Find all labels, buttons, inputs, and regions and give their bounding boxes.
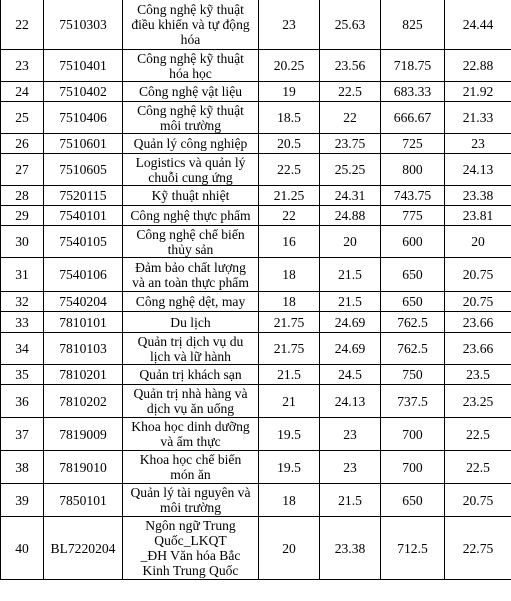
cell-converted-score: 23.81: [445, 206, 511, 226]
cell-major-name: [123, 451, 259, 484]
cell-min-score: 19: [259, 82, 320, 102]
table-row: [1, 312, 511, 333]
table-row: [1, 226, 511, 258]
cell-converted-score: 21.33: [445, 102, 511, 134]
cell-avg-score: 23: [320, 418, 381, 451]
cell-quota: 743.75: [381, 186, 445, 206]
major-name-line: Công nghệ kỹ thuật: [137, 50, 244, 66]
cell-avg-score: 21.5: [320, 258, 381, 292]
cell-quota: 762.5: [381, 333, 445, 365]
cell-min-score: 21.75: [259, 333, 320, 365]
cell-stt: 32: [1, 292, 44, 312]
major-name-line: Đảm bảo chất lượng: [135, 259, 246, 275]
cell-min-score: 20: [259, 517, 320, 580]
cell-quota: 683.33: [381, 82, 445, 102]
cell-converted-score: 22.88: [445, 50, 511, 82]
cell-avg-score: 23: [320, 451, 381, 484]
table-row: [1, 102, 511, 134]
cell-major-code: 7540106: [44, 258, 123, 292]
table-row: [1, 292, 511, 312]
cell-converted-score: 21.92: [445, 82, 511, 102]
cell-major-name: [123, 418, 259, 451]
cell-major-name: [123, 333, 259, 365]
cell-major-code: 7819009: [44, 418, 123, 451]
cell-major-name: [123, 134, 259, 154]
cell-min-score: 18.5: [259, 102, 320, 134]
cell-avg-score: 21.5: [320, 292, 381, 312]
cell-major-name: [123, 102, 259, 134]
cell-stt: 24: [1, 82, 44, 102]
cell-converted-score: 23.25: [445, 385, 511, 418]
cell-major-code: 7540204: [44, 292, 123, 312]
cell-major-code: 7810201: [44, 365, 123, 385]
major-name-line: Logistics và quản lý: [135, 154, 246, 170]
cell-min-score: 18: [259, 484, 320, 517]
cell-stt: 36: [1, 385, 44, 418]
cell-converted-score: 22.75: [445, 517, 511, 580]
cell-quota: 800: [381, 154, 445, 186]
table-row: [1, 186, 511, 206]
cell-major-code: 7510601: [44, 134, 123, 154]
cell-min-score: 21: [259, 385, 320, 418]
cell-converted-score: 24.13: [445, 154, 511, 186]
cell-avg-score: 24.31: [320, 186, 381, 206]
cell-major-code: 7819010: [44, 451, 123, 484]
cell-major-name: [123, 385, 259, 418]
cell-stt: 38: [1, 451, 44, 484]
cell-avg-score: 23.75: [320, 134, 381, 154]
cell-major-code: 7810101: [44, 312, 123, 333]
cell-min-score: 22.5: [259, 154, 320, 186]
table-row: [1, 154, 511, 186]
cell-stt: 33: [1, 312, 44, 333]
major-name-line: Khoa học chế biến: [139, 452, 242, 467]
cell-stt: 35: [1, 365, 44, 385]
cell-converted-score: 20.75: [445, 484, 511, 517]
cell-quota: 650: [381, 484, 445, 517]
cell-converted-score: 22.5: [445, 418, 511, 451]
cell-converted-score: 23.66: [445, 333, 511, 365]
table-row: [1, 385, 511, 418]
table-row: [1, 206, 511, 226]
cell-quota: 718.75: [381, 50, 445, 82]
table-row: [1, 50, 511, 82]
cell-major-name: [123, 82, 259, 102]
cell-min-score: 21.25: [259, 186, 320, 206]
cell-major-code: 7850101: [44, 484, 123, 517]
major-name-line: chuỗi cung ứng: [148, 169, 233, 185]
cell-stt: 37: [1, 418, 44, 451]
major-name-line: Công nghệ thực phẩm: [130, 208, 251, 223]
cell-major-code: 7510401: [44, 50, 123, 82]
major-name-line: món ăn: [170, 467, 211, 482]
cell-converted-score: 23.38: [445, 186, 511, 206]
table-body: [1, 0, 511, 580]
table-row: [1, 0, 511, 50]
cell-major-name: [123, 50, 259, 82]
cell-converted-score: 20.75: [445, 258, 511, 292]
cell-quota: 650: [381, 258, 445, 292]
cell-quota: 700: [381, 418, 445, 451]
cell-converted-score: 23.5: [445, 365, 511, 385]
cell-min-score: 18: [259, 292, 320, 312]
cell-quota: 775: [381, 206, 445, 226]
cell-quota: 750: [381, 365, 445, 385]
major-name-line: Ngôn ngữ Trung: [145, 518, 236, 533]
table-row: [1, 82, 511, 102]
major-name-line: Du lịch: [170, 314, 211, 330]
major-name-line: Kỹ thuật nhiệt: [151, 188, 230, 203]
major-name-line: lịch và lữ hành: [150, 348, 231, 364]
cell-major-name: [123, 292, 259, 312]
cell-min-score: 19.5: [259, 451, 320, 484]
major-name-line: môi trường: [160, 117, 221, 133]
major-name-line: Công nghệ chế biến: [136, 226, 245, 242]
cell-min-score: 20.5: [259, 134, 320, 154]
cell-quota: 737.5: [381, 385, 445, 418]
major-name-line: Kinh Trung Quốc: [142, 563, 239, 578]
cell-quota: 762.5: [381, 312, 445, 333]
table-row: [1, 333, 511, 365]
cell-major-code: 7540101: [44, 206, 123, 226]
table-row: [1, 134, 511, 154]
cell-quota: 712.5: [381, 517, 445, 580]
major-name-line: Quốc_LKQT: [154, 533, 227, 548]
cell-major-name: [123, 312, 259, 333]
cell-min-score: 23: [259, 0, 320, 50]
cell-avg-score: 22.5: [320, 82, 381, 102]
cell-stt: 26: [1, 134, 44, 154]
major-name-line: và ẩm thực: [160, 434, 221, 449]
cell-stt: 22: [1, 0, 44, 50]
major-name-line: Công nghệ kỹ thuật: [137, 102, 244, 118]
cell-min-score: 20.25: [259, 50, 320, 82]
major-name-line: _ĐH Văn hóa Bắc: [140, 548, 241, 563]
cell-stt: 34: [1, 333, 44, 365]
cell-avg-score: 25.25: [320, 154, 381, 186]
major-name-line: Quản trị khách sạn: [139, 367, 242, 382]
cell-stt: 29: [1, 206, 44, 226]
major-name-line: môi trường: [160, 500, 221, 515]
cell-major-name: [123, 226, 259, 258]
cell-major-name: [123, 186, 259, 206]
cell-stt: 39: [1, 484, 44, 517]
cell-stt: 25: [1, 102, 44, 134]
cell-major-code: 7810202: [44, 385, 123, 418]
cell-quota: 600: [381, 226, 445, 258]
cell-stt: 40: [1, 517, 44, 580]
cell-avg-score: 24.13: [320, 385, 381, 418]
major-name-line: Công nghệ vật liệu: [138, 84, 243, 99]
cell-avg-score: 22: [320, 102, 381, 134]
cell-converted-score: 20.75: [445, 292, 511, 312]
cell-min-score: 16: [259, 226, 320, 258]
cell-avg-score: 23.38: [320, 517, 381, 580]
cell-min-score: 19.5: [259, 418, 320, 451]
cell-major-name: [123, 0, 259, 50]
cell-quota: 650: [381, 292, 445, 312]
cell-major-name: [123, 206, 259, 226]
table-row: [1, 451, 511, 484]
cell-stt: 28: [1, 186, 44, 206]
cell-quota: 825: [381, 0, 445, 50]
cell-major-code: 7540105: [44, 226, 123, 258]
cell-major-code: 7520115: [44, 186, 123, 206]
table-row: [1, 517, 511, 580]
cell-major-code: 7510406: [44, 102, 123, 134]
major-name-line: Công nghệ dệt, may: [135, 294, 246, 309]
table-row: [1, 258, 511, 292]
major-name-line: Quản trị dịch vụ du: [137, 333, 244, 349]
table-row: [1, 418, 511, 451]
major-name-line: Công nghệ kỹ thuật: [137, 2, 244, 17]
cell-avg-score: 24.69: [320, 312, 381, 333]
major-name-line: Quản lý tài nguyên và: [130, 485, 251, 500]
cell-avg-score: 24.5: [320, 365, 381, 385]
cell-avg-score: 25.63: [320, 0, 381, 50]
cell-major-code: 7510303: [44, 0, 123, 50]
cell-quota: 700: [381, 451, 445, 484]
cell-avg-score: 24.69: [320, 333, 381, 365]
major-name-line: thủy sản: [167, 241, 214, 257]
cell-converted-score: 23: [445, 134, 511, 154]
cell-major-name: [123, 517, 259, 580]
cell-converted-score: 22.5: [445, 451, 511, 484]
cell-major-code: 7810103: [44, 333, 123, 365]
cell-major-code: 7510402: [44, 82, 123, 102]
major-name-line: dịch vụ ăn uống: [146, 401, 235, 416]
cell-avg-score: 23.56: [320, 50, 381, 82]
major-name-line: và an toàn thực phẩm: [132, 274, 249, 290]
cell-stt: 31: [1, 258, 44, 292]
cell-converted-score: 23.66: [445, 312, 511, 333]
cell-stt: 27: [1, 154, 44, 186]
cell-quota: 666.67: [381, 102, 445, 134]
cell-min-score: 21.5: [259, 365, 320, 385]
cell-avg-score: 21.5: [320, 484, 381, 517]
cell-avg-score: 24.88: [320, 206, 381, 226]
cell-major-code: 7510605: [44, 154, 123, 186]
cell-min-score: 21.75: [259, 312, 320, 333]
major-name-line: hóa: [180, 32, 201, 47]
cell-stt: 23: [1, 50, 44, 82]
cell-major-name: [123, 484, 259, 517]
table-row: [1, 484, 511, 517]
cell-min-score: 22: [259, 206, 320, 226]
cell-converted-score: 20: [445, 226, 511, 258]
cell-quota: 725: [381, 134, 445, 154]
cell-major-name: [123, 365, 259, 385]
cell-min-score: 18: [259, 258, 320, 292]
table-row: [1, 365, 511, 385]
cell-converted-score: 24.44: [445, 0, 511, 50]
major-name-line: Khoa học dinh dưỡng: [131, 419, 250, 434]
major-name-line: Quản lý công nghiệp: [133, 136, 248, 151]
cell-avg-score: 20: [320, 226, 381, 258]
major-name-line: Quản trị nhà hàng và: [133, 386, 248, 401]
cell-major-code: BL7220204: [44, 517, 123, 580]
cell-stt: 30: [1, 226, 44, 258]
cell-major-name: [123, 258, 259, 292]
cell-major-name: [123, 154, 259, 186]
major-name-line: hóa học: [169, 65, 212, 81]
major-name-line: điều khiển và tự động: [131, 17, 250, 32]
